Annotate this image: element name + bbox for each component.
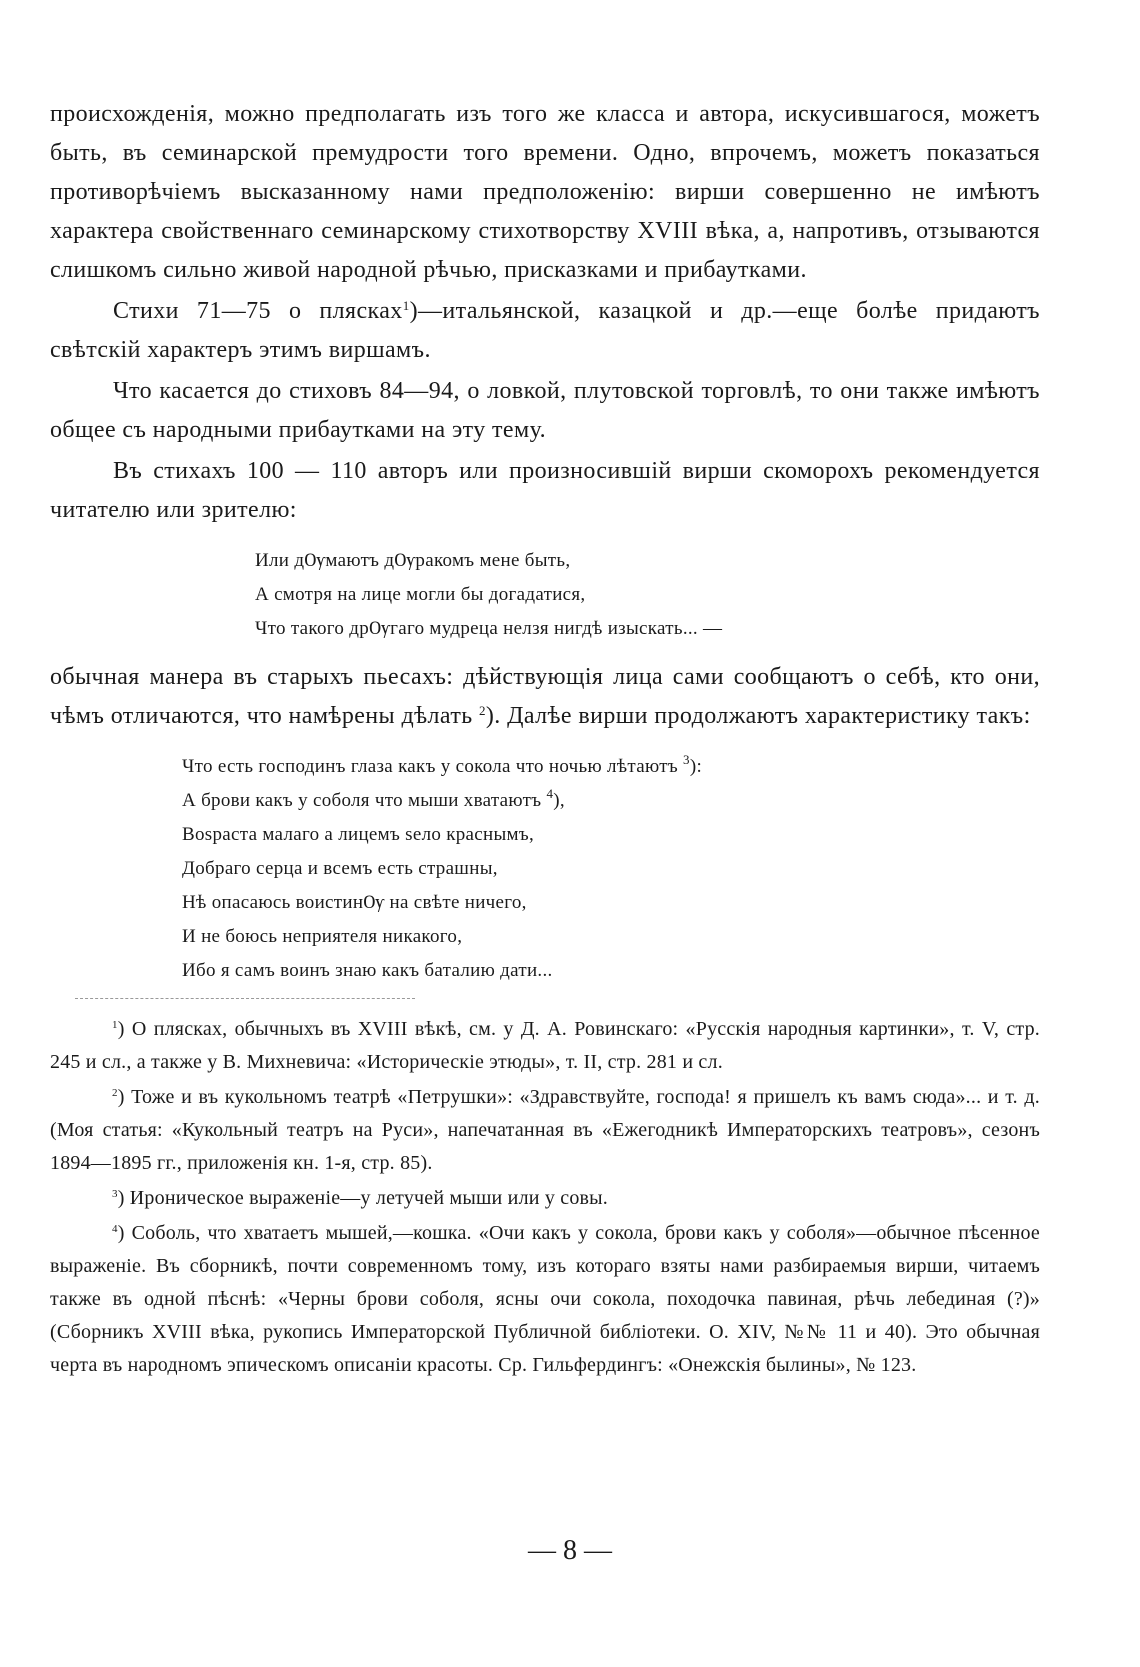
paragraph-2-start: Стихи 71—75 о плясках	[113, 298, 403, 324]
paragraph-1: происхожденія, можно предполагать изъ того же класса и автора, искусившагося, можетъ быть, въ семинарской премудрости того времени. Одно, впрочемъ, можетъ показаться противорѣчіемъ высказанному нами предположенію: вирши совершенно не имѣютъ характера свойственнаго семинарскому стихотворству XVIII вѣка, а, напротивъ, отзываются слишкомъ сильно живой народной рѣчью, присказками и прибаутками.	[50, 101, 1040, 283]
footnote-text: О плясках, обычныхъ въ XVIII вѣкѣ, см. у Д. А. Ровинскаго: «Русскія народныя картинки», т. V, стр. 245 и сл., а также у В. Михневича: «Историческіе этюды», т. II, стр. 281 и сл.	[50, 1018, 1040, 1073]
footnote-4	[50, 1217, 1040, 1382]
footnote-text: Соболь, что хватаетъ мышей,—кошка. «Очи какъ у сокола, брови какъ у соболя»—обычное пѣсенное выраженіе. Въ сборникѣ, почти современномъ тому, изъ котораго взяты нами разбираемыя вирши, читаемъ также въ одной пѣснѣ: «Черны брови соболя, ясны очи сокола, походочка павиная, рѣчь лебединая (?)» (Сборникъ XVIII вѣка, рукопись Императорской Публичной библіотеки. О. XIV, №№ 11 и 40). Это обычная черта въ народномъ эпическомъ описаніи красоты. Ср. Гильфердингъ: «Онежскія былины», № 123.	[50, 1222, 1040, 1376]
paragraph-4: Въ стихахъ 100 — 110 авторъ или произносившій вирши скоморохъ рекомендуется читателю или зрителю:	[50, 458, 1040, 523]
footnote-ref-2: 2	[478, 703, 486, 718]
verse-line: Или дѸмаютъ дѸракомъ мене быть,	[255, 550, 571, 571]
verse-text: А брови какъ у соболя что мыши хватаютъ	[182, 790, 542, 811]
footnote-2	[50, 1081, 1040, 1180]
paragraph-2	[50, 292, 1040, 370]
verse-block-2	[182, 750, 1040, 988]
page-number: — 8 —	[528, 1535, 612, 1566]
verse-line: И не боюсь неприятеля никакого,	[182, 926, 463, 947]
footnote-ref-1: 1	[402, 298, 410, 313]
footnote-paren: )	[117, 1018, 125, 1040]
verse-punct: ):	[689, 756, 703, 777]
footnote-text: Ироническое выраженіе—у летучей мыши или у совы.	[129, 1187, 609, 1209]
paragraph-5-end: ). Далѣе вирши продолжаютъ характеристику такъ:	[485, 703, 1031, 729]
verse-punct: ),	[553, 790, 565, 811]
verse-block-1	[255, 544, 1040, 646]
page-body	[50, 95, 1040, 1384]
close-paren: )	[409, 298, 419, 324]
footnote-ref-4: 4	[546, 786, 554, 801]
verse-text: Что есть господинъ глаза какъ у сокола что ночью лѣтаютъ	[182, 756, 678, 777]
paragraph-5-start: обычная манера въ старыхъ пьесахъ: дѣйствующія лица сами сообщаютъ о себѣ, кто они, чѣмъ отличаются, что намѣрены дѣлать	[50, 664, 1040, 729]
footnote-marker: 1	[112, 1019, 118, 1031]
footnote-3	[50, 1182, 1040, 1215]
footnote-paren: )	[117, 1222, 125, 1244]
verse-line: Что такого дрѸгаго мудреца нелзя нигдѣ изыскать... —	[255, 618, 723, 639]
verse-line: Добраго серца и всемъ есть страшны,	[182, 858, 498, 879]
footnote-marker: 4	[112, 1223, 118, 1235]
footnote-divider	[75, 998, 415, 999]
footnote-1	[50, 1013, 1040, 1079]
footnote-paren: )	[117, 1086, 125, 1108]
footnote-text: Тоже и въ кукольномъ театрѣ «Петрушки»: «Здравствуйте, господа! я пришелъ къ вамъ сюда»... и т. д. (Моя статья: «Кукольный театръ на Руси», напечатанная въ «Ежегодникѣ Императорскихъ театровъ», сезонъ 1894—1895 гг., приложенія кн. 1-я, стр. 85).	[50, 1086, 1040, 1174]
footnote-marker: 3	[112, 1188, 118, 1200]
paragraph-5	[50, 658, 1040, 736]
verse-line: А смотря на лице могли бы догадатися,	[255, 584, 586, 605]
paragraph-3: Что касается до стиховъ 84—94, о ловкой, плутовской торговлѣ, то они также имѣютъ общее съ народными прибаутками на эту тему.	[50, 378, 1040, 443]
verse-line: Воѕраста малаго а лицемъ ѕело краснымъ,	[182, 824, 535, 845]
footnote-marker: 2	[112, 1087, 118, 1099]
verse-line	[182, 784, 1040, 818]
verse-line: Нѣ опасаюсь воистинѸ на свѣте ничего,	[182, 892, 527, 913]
footnotes	[50, 1013, 1040, 1382]
paragraph-2-end: —итальянской, казацкой и др.—еще болѣе придаютъ свѣтскій характеръ этимъ виршамъ.	[50, 298, 1040, 363]
verse-line: Ибо я самъ воинъ знаю какъ баталию дати...	[182, 960, 553, 981]
footnote-paren: )	[117, 1187, 125, 1209]
footnote-ref-3: 3	[683, 752, 690, 767]
verse-line	[182, 750, 1040, 784]
